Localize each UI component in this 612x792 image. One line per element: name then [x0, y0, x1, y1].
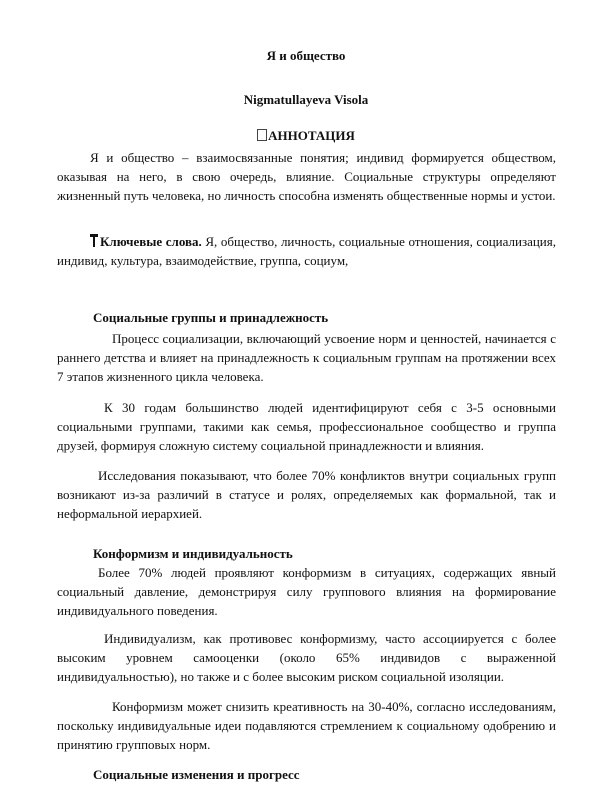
section2-paragraph-2: Индивидуализм, как противовес конформизму, часто ассоциируется с более высоким уровнем самооценки (около 65% индивидов с выраженной индивидуальностью), но также и с более высоким риском социальной изоляции.: [57, 631, 556, 684]
keywords-label: Ключевые слова.: [100, 234, 202, 249]
abstract-paragraph: Я и общество – взаимосвязанные понятия; индивид формируется обществом, оказывая на него, в свою очередь, влияние. Социальные структуры определяют жизненный путь человека, но личность способна изменять общественные нормы и устои.: [57, 150, 556, 203]
section-heading-groups: Социальные группы и принадлежность: [93, 310, 329, 325]
missing-glyph-icon: [257, 129, 267, 141]
section1-paragraph-3: Исследования показывают, что более 70% конфликтов внутри социальных групп возникают из-за различий в статусе и ролях, определяемых как формальной, так и неформальной иерархией.: [57, 468, 556, 521]
section2-paragraph-1: Более 70% людей проявляют конформизм в ситуациях, содержащих явный социальный давление, демонстрируя силу группового влияния на формирование индивидуального поведения.: [57, 565, 556, 618]
section1-paragraph-1: Процесс социализации, включающий усвоение норм и ценностей, начинается с раннего детства и влияет на принадлежность к социальным группам на протяжении всех 7 этапов жизненного цикла человека.: [57, 331, 556, 384]
section-heading-changes: Социальные изменения и прогресс: [93, 767, 300, 782]
keywords-text: Я, общество, личность, социальные отношения, социализация, индивид, культура, взаимодействие, группа, социум,: [57, 234, 556, 268]
annotation-heading-text: АННОТАЦИЯ: [268, 128, 355, 143]
pin-icon: [90, 234, 98, 248]
section1-paragraph-2: К 30 годам большинство людей идентифицируют себя с 3-5 основными социальными группами, такими как семья, профессиональное сообщество и группа друзей, формируя сложную систему социальной принадлежности и влияния.: [57, 400, 556, 453]
section2-paragraph-3: Конформизм может снизить креативность на 30-40%, согласно исследованиям, поскольку индивидуальные идеи подавляются стремлением к социальному одобрению и принятию групповых норм.: [57, 699, 556, 752]
keywords-paragraph: [57, 232, 556, 270]
section-heading-conformism: Конформизм и индивидуальность: [93, 546, 293, 561]
author-name: Nigmatullayeva Visola: [243, 92, 369, 107]
annotation-heading: [0, 128, 612, 144]
paper-title: Я и общество: [266, 48, 346, 63]
